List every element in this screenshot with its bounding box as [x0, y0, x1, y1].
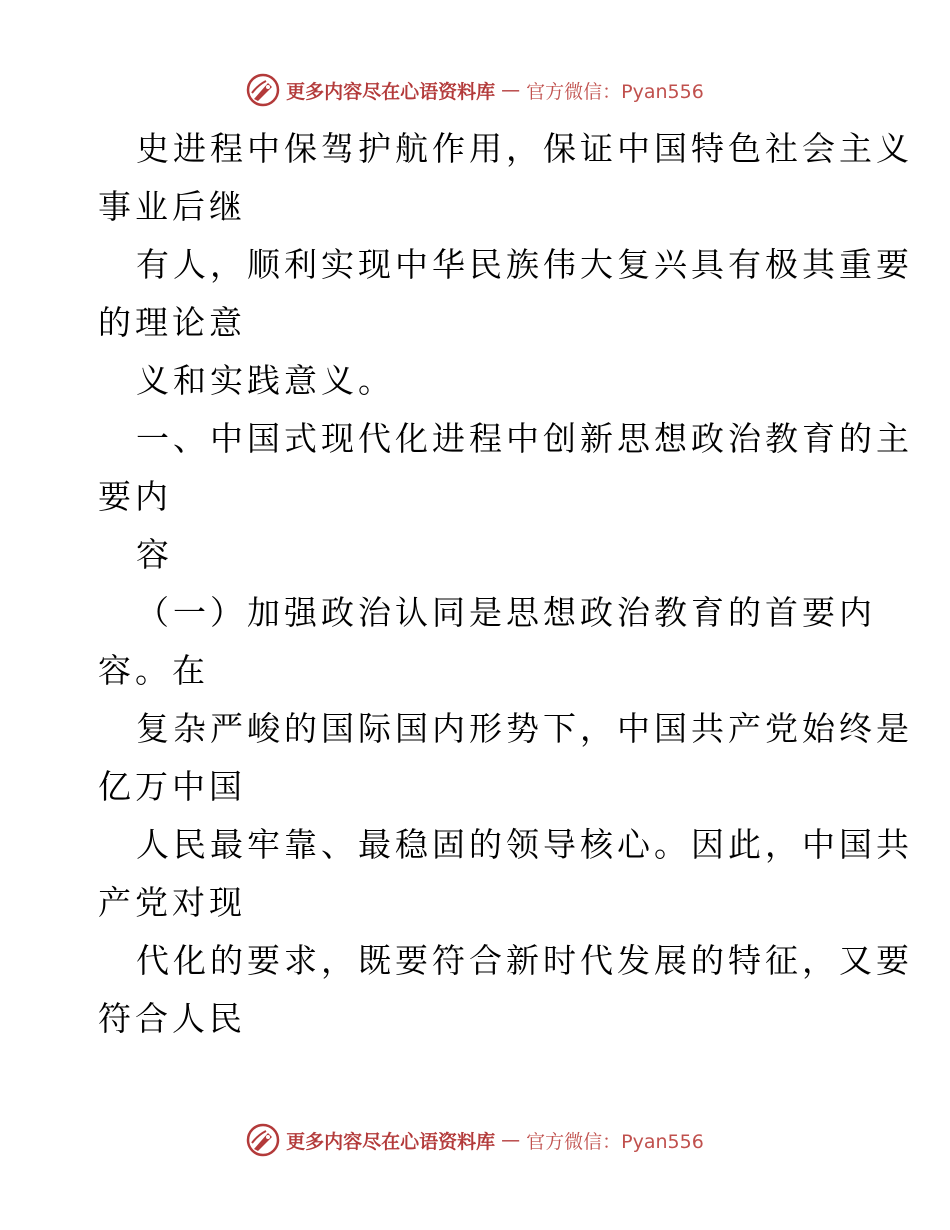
body-line: 事业后继: [98, 187, 246, 226]
body-line: 代化的要求，既要符合新时代发展的特征，又要: [136, 941, 913, 980]
body-line: 容。在: [98, 651, 209, 690]
section-heading-cont: 要内: [98, 477, 172, 516]
header-banner: [0, 70, 950, 110]
section-heading: 一、中国式现代化进程中创新思想政治教育的主: [136, 419, 913, 458]
body-line: 人民最牢靠、最稳固的领导核心。因此，中国共: [136, 825, 913, 864]
pen-nib-logo-icon: [246, 73, 280, 107]
body-line: 产党对现: [98, 883, 246, 922]
footer-banner-text: 更多内容尽在心语资料库: [286, 1130, 496, 1153]
body-line: 的理论意: [98, 303, 246, 342]
section-heading-cont: 容: [136, 535, 173, 574]
body-line: 复杂严峻的国际国内形势下，中国共产党始终是: [136, 709, 913, 748]
header-banner-separator: —: [501, 79, 521, 101]
body-line: 义和实践意义。: [136, 361, 395, 400]
header-banner-wechat: 官方微信：Pyan556: [526, 80, 704, 103]
footer-banner-wechat: 官方微信：Pyan556: [526, 1130, 704, 1153]
body-line: 史进程中保驾护航作用，保证中国特色社会主义: [136, 129, 913, 168]
footer-banner: [0, 1120, 950, 1160]
body-line: 亿万中国: [98, 767, 246, 806]
body-line: 有人，顺利实现中华民族伟大复兴具有极其重要: [136, 245, 913, 284]
subsection-heading: （一）加强政治认同是思想政治教育的首要内: [136, 593, 876, 632]
header-banner-text: 更多内容尽在心语资料库: [286, 80, 496, 103]
pen-nib-logo-icon: [246, 1123, 280, 1157]
body-line: 符合人民: [98, 999, 246, 1038]
footer-banner-separator: —: [501, 1129, 521, 1151]
